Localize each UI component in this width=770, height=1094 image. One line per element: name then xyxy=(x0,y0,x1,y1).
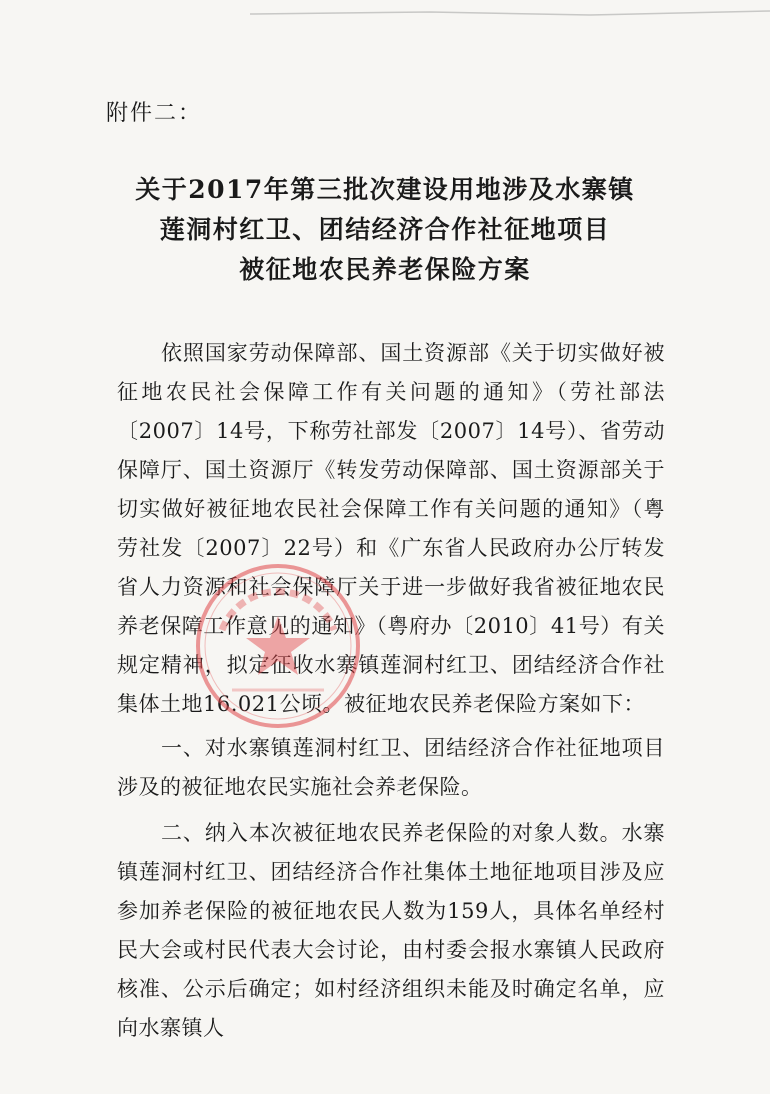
scan-edge-mark xyxy=(250,8,770,28)
document-body xyxy=(117,334,665,1048)
title-line-2: 莲洞村红卫、团结经济合作社征地项目 xyxy=(159,215,611,244)
title-line-3: 被征地农民养老保险方案 xyxy=(239,255,531,284)
paragraph-basis: 依照国家劳动保障部、国土资源部《关于切实做好被征地农民社会保障工作有关问题的通知》（劳社部法〔2007〕14号，下称劳社部发〔2007〕14号）、省劳动保障厅、国土资源厅《转发劳动保障部、国土资源部关于切实做好被征地农民社会保障工作有关问题的通知》（粤劳社发〔2007〕22号）和《广东省人民政府办公厅转发省人力资源和社会保障厅关于进一步做好我省被征地农民养老保障工作意见的通知》（粤府办〔2010〕41号）有关规定精神，拟定征收水寨镇莲洞村红卫、团结经济合作社集体土地16.021公顷。被征地农民养老保险方案如下： xyxy=(117,341,665,716)
document-title xyxy=(0,170,770,290)
title-line-1: 关于2017年第三批次建设用地涉及水寨镇 xyxy=(135,175,635,204)
paragraph-item-2: 二、纳入本次被征地农民养老保险的对象人数。水寨镇莲洞村红卫、团结经济合作社集体土地征地项目涉及应参加养老保险的被征地农民人数为159人，具体名单经村民大会或村民代表大会讨论，由村委会报水寨镇人民政府核准、公示后确定；如村经济组织未能及时确定名单，应向水寨镇人 xyxy=(117,821,665,1040)
attachment-label: 附件二： xyxy=(106,101,203,126)
paragraph-item-1: 一、对水寨镇莲洞村红卫、团结经济合作社征地项目涉及的被征地农民实施社会养老保险。 xyxy=(117,736,665,799)
